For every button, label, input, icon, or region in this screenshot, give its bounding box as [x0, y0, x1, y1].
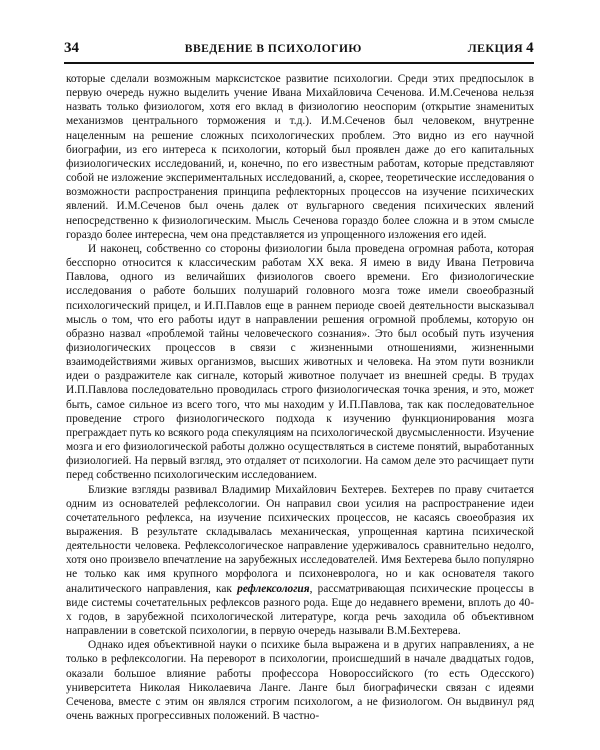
paragraph-3-before: Близкие взгляды развивал Владимир Михайлович Бехтерев. Бехтерев по праву считается одним из основателей рефлексологии. Он направил свои усилия на распространение идеи сочетательного рефлекса, на изучение психических процессов, не касаясь своеобразия их выражения. В результате складывалась механическая, упрощенная картина психической деятельности человека. Рефлексологическое направление удерживалось сравнительно недолго, хотя оно произвело впечатление на зарубежных исследователей. Имя Бехтерева было популярно не только как имя крупного морфолога и психоневролога, но и как основателя такого аналитического направления, как [66, 483, 534, 595]
paragraph-3-after: , рассматривающая психические процессы в виде системы сочетательных рефлексов разного рода. Еще до недавнего времени, вплоть до 40-х годов, в зарубежной психологической литературе, когда речь заходила об объективном направлении в советской психологии, в первую очередь называли В.М.Бехтерева. [66, 582, 534, 638]
lecture-label [468, 40, 534, 57]
page-number: 34 [64, 40, 79, 56]
paragraph-4: Однако идея объективной науки о психике была выражена и в других направлениях, а не только в рефлексологии. На переворот в психологии, происшедший в начале двадцатых годов, оказали большое влияние работы профессора Новороссийского (то есть Одесского) университета Николая Николаевича Ланге. Ланге был биографически связан с идеями Сеченова, вместе с этим он являлся строгим психологом, а не физиологом. Он выдвинул ряд очень важных прогрессивных положений. В частно- [66, 639, 534, 723]
header-rule [64, 62, 534, 64]
lecture-number: 4 [526, 40, 534, 56]
paragraph-1: которые сделали возможным марксистское развитие психологии. Среди этих предпосылок в первую очередь нужно выделить учение Ивана Михайловича Сеченова. И.М.Сеченова нельзя назвать только физиологом, хотя его вклад в физиологию неоспорим (открытие знаменитых механизмов центрального торможения и т.д.). И.М.Сеченов был человеком, внутренне нацеленным на решение сложных психологических проблем. Это видно из его научной биографии, из его интереса к психологии, который был проявлен даже до его капитальных физиологических исследований, и, конечно, по его известным работам, которые представляют собой не изложение экспериментальных исследований, а, скорее, теоретические исследования о возможности распространения принципа рефлекторных процессов на изучение психических явлений. И.М.Сеченов был очень далек от вульгарного сведения психических явлений непосредственно к физиологическим. Мысль Сеченова гораздо более сложна и в этом смысле гораздо более интересна, чем она представляется из упрощенного изложения его идей. [66, 73, 534, 241]
reflexology-term: рефлексология [237, 582, 310, 595]
running-title: ВВЕДЕНИЕ В ПСИХОЛОГИЮ [184, 43, 362, 55]
paragraph-3 [66, 483, 534, 639]
lecture-word: ЛЕКЦИЯ [467, 41, 524, 55]
page-header [64, 40, 534, 60]
paragraph-2: И наконец, собственно со стороны физиологии была проведена огромная работа, которая бесспорно относится к классическим работам XX века. Я имею в виду Ивана Петровича Павлова, одного из величайших физиологов своего времени. Его физиологические исследования о работе больших полушарий головного мозга тоже имели своеобразный психологический прицел, и И.П.Павлов еще в раннем периоде своей деятельности высказывал мысль о том, что его работы идут в направлении решения огромной проблемы, которую он образно назвал «проблемой тайны человеческого сознания». Это был особый путь изучения физиологических процессов в связи с жизненными отношениями, жизненными взаимодействиями живых организмов, высших животных и человека. На этом пути возникли идеи о раздражителе как сигнале, который животное получает из внешней среды. В трудах И.П.Павлова последовательно проводилась строго физиологическая точка зрения, и это, может быть, самое сильное из всего того, что мы находим у И.П.Павлова, так как последовательное проведение строго физиологического подхода к изучению функционирования мозга преграждает путь ко всякого рода спекуляциям на психологической двусмысленности. Изучение мозга и его физиологической работы должно осуществляться в системе понятий, выработанных физиологией. На первый взгляд, это отдаляет от психологии. На самом деле это расчищает пути перед собственно психологическим исследованием. [66, 242, 534, 482]
body-text [66, 72, 534, 723]
